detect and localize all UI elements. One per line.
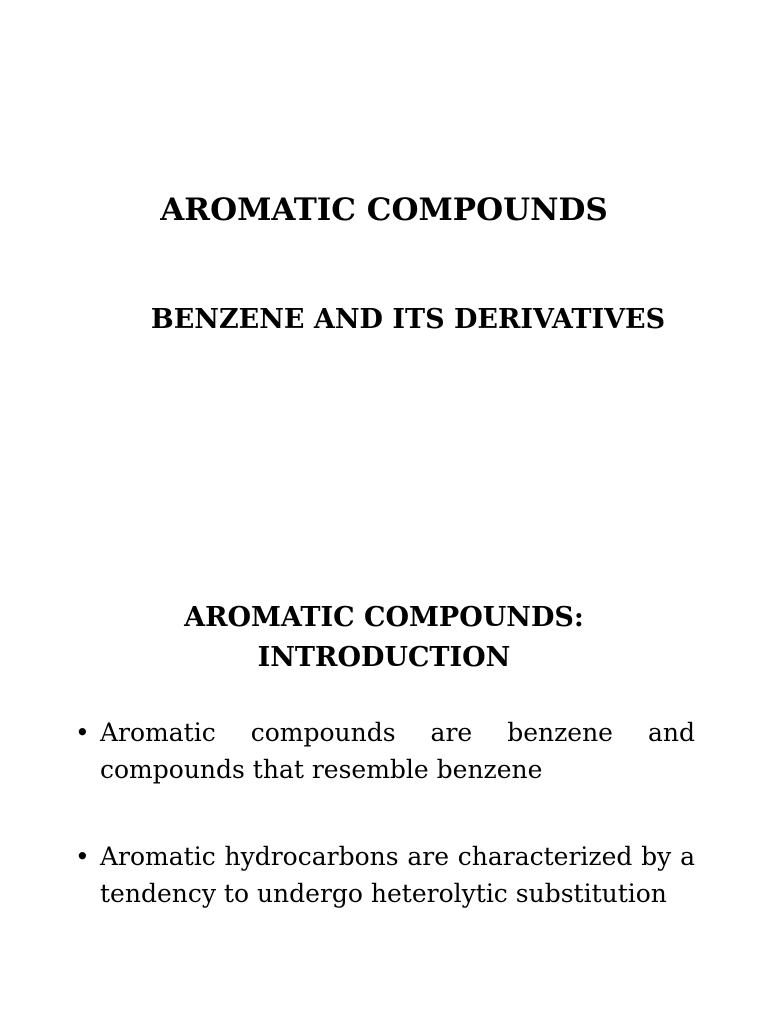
bullet-text: Aromatic hydrocarbons are characterized by a tendency to undergo heterolytic substitution: [100, 842, 695, 908]
subtitle: BENZENE AND ITS DERIVATIVES: [150, 304, 666, 335]
section-title: [0, 598, 768, 678]
section-title-line-1: AROMATIC COMPOUNDS:: [184, 602, 584, 633]
section-title-line-2: INTRODUCTION: [257, 642, 511, 673]
bullet-item: [75, 714, 695, 788]
bullet-text: Aromatic compounds are benzene and compounds that resemble benzene: [100, 718, 695, 784]
main-title: AROMATIC COMPOUNDS: [160, 192, 608, 228]
bullet-marker: •: [75, 842, 90, 871]
bullet-list: [75, 714, 695, 912]
bullet-marker: •: [75, 718, 90, 747]
bullet-item: [75, 838, 695, 912]
